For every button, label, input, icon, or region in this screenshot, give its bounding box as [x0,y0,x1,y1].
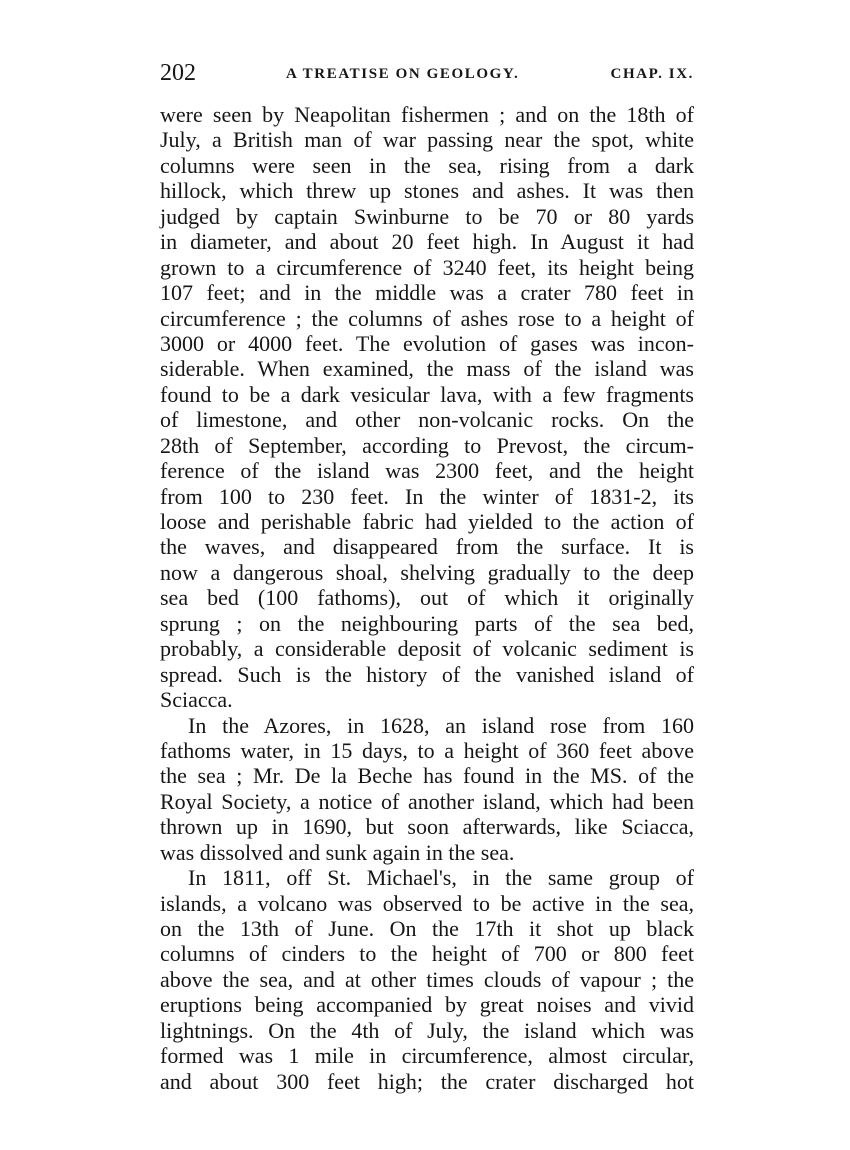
text-line: hillock, which threw up stones and ashes. It was then [160,178,694,204]
text-line: thrown up in 1690, but soon afterwards, like Sciacca, [160,814,694,840]
page-number: 202 [160,60,196,86]
text-line: islands, a volcano was observed to be active in the sea, [160,890,694,916]
running-title: A TREATISE ON GEOLOGY. [286,66,520,82]
text-line: of limestone, and other non-volcanic rocks. On the [160,407,694,433]
text-line: eruptions being accompanied by great noises and vivid [160,992,694,1018]
text-line: columns of cinders to the height of 700 or 800 feet [160,941,694,967]
text-line: lightnings. On the 4th of July, the island which was [160,1017,694,1043]
text-line: In 1811, off St. Michael's, in the same group of [188,865,694,891]
text-line: sprung ; on the neighbouring parts of the sea bed, [160,610,694,636]
text-line: the waves, and disappeared from the surface. It is [160,534,694,560]
text-line: 28th of September, according to Prevost, the circum- [160,432,694,458]
text-line: formed was 1 mile in circumference, almost circular, [160,1043,694,1069]
text-line: spread. Such is the history of the vanished island of [160,661,694,687]
text-line: judged by captain Swinburne to be 70 or 80 yards [160,203,694,229]
text-line: sea bed (100 fathoms), out of which it originally [160,585,694,611]
chapter-label: CHAP. IX. [610,66,694,82]
text-line: loose and perishable fabric had yielded to the action of [160,509,694,534]
body-text [160,102,694,1094]
text-line: found to be a dark vesicular lava, with a few fragments [160,381,694,407]
text-line: 107 feet; and in the middle was a crater 780 feet in [160,280,694,306]
text-line: circumference ; the columns of ashes rose to a height of [160,305,694,331]
text-line: were seen by Neapolitan fishermen ; and on the 18th of [160,102,694,127]
text-line: probably, a considerable deposit of volcanic sediment is [160,636,694,662]
text-line: Royal Society, a notice of another island, which had been [160,788,694,814]
text-line: from 100 to 230 feet. In the winter of 1831-2, its [160,483,694,509]
text-line: Sciacca. [160,687,233,713]
text-line: 3000 or 4000 feet. The evolution of gases was incon- [160,330,694,356]
text-line: and about 300 feet high; the crater discharged hot [160,1068,694,1094]
text-line: columns were seen in the sea, rising from a dark [160,152,694,178]
text-line: ference of the island was 2300 feet, and the height [160,458,694,484]
text-line: fathoms water, in 15 days, to a height of 360 feet above [160,737,694,763]
text-line: siderable. When examined, the mass of the island was [160,356,694,382]
text-line: on the 13th of June. On the 17th it shot up black [160,916,694,941]
text-line: In the Azores, in 1628, an island rose from 160 [188,712,694,738]
text-line: now a dangerous shoal, shelving gradually to the deep [160,559,694,585]
running-head [160,58,694,88]
text-line: grown to a circumference of 3240 feet, its height being [160,254,694,280]
text-line: was dissolved and sunk again in the sea. [160,839,515,865]
text-line: July, a British man of war passing near the spot, white [160,127,694,153]
text-line: in diameter, and about 20 feet high. In August it had [160,229,694,255]
text-line: above the sea, and at other times clouds of vapour ; the [160,966,694,992]
text-line: the sea ; Mr. De la Beche has found in the MS. of the [160,763,694,789]
